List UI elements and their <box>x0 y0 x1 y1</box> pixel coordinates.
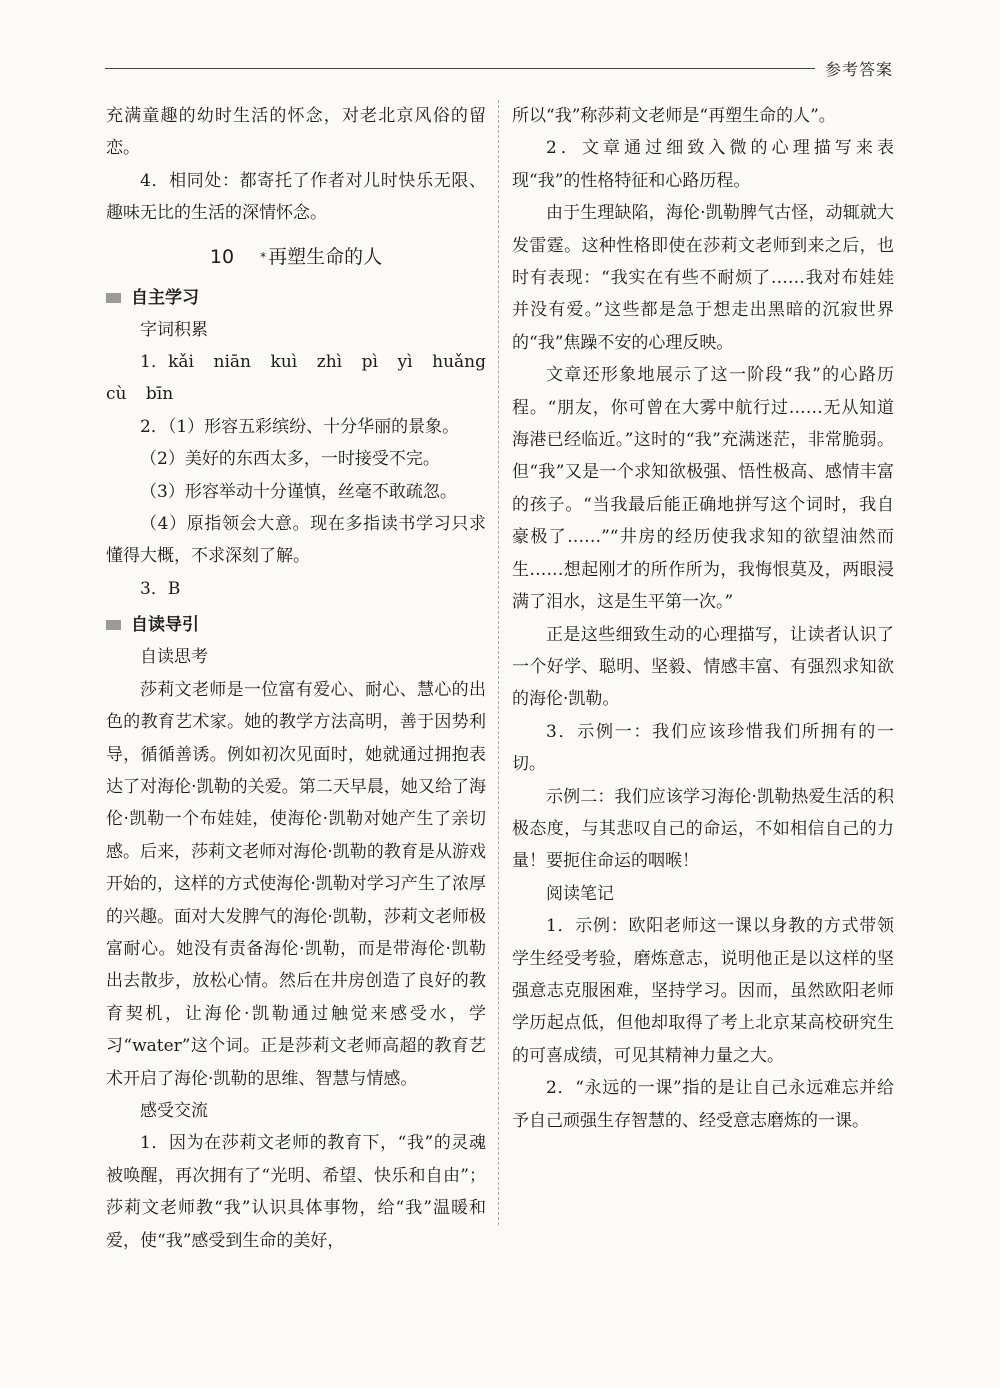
subheading-vocabulary: 字词积累 <box>140 319 208 340</box>
section-self-study <box>106 282 486 314</box>
right-answer-3-example-2: 示例二：我们应该学习海伦·凯勒热爱生活的积极态度，与其悲叹自己的命运，不如相信自己的力量！要扼住命运的咽喉！ <box>512 786 894 872</box>
left-paragraph-1: 充满童趣的幼时生活的怀念，对老北京风俗的留恋。 <box>106 106 486 159</box>
section-marker-icon <box>106 620 121 630</box>
right-paragraph-1: 所以“我”称莎莉文老师是“再塑生命的人”。 <box>512 106 836 126</box>
section-reading-guide <box>106 609 486 641</box>
right-column <box>512 100 894 1137</box>
subheading-reading-notes: 阅读笔记 <box>546 883 614 904</box>
header-rule <box>105 68 815 69</box>
subheading-feelings: 感受交流 <box>140 1100 208 1121</box>
section-reading-guide-label: 自读导引 <box>131 615 199 636</box>
answer-2-4: （4）原指领会大意。现在多指读书学习只求懂得大概，不求深刻了解。 <box>106 514 486 567</box>
answer-2-1: 2．（1）形容五彩缤纷、十分华丽的景象。 <box>140 416 460 437</box>
reading-notes-answer-2: 2．“永远的一课”指的是让自己永远难忘并给予自己顽强生存智慧的、经受意志磨炼的一课。 <box>512 1078 894 1131</box>
right-paragraph-5: 正是这些细致生动的心理描写，让读者认识了一个好学、聪明、坚毅、情感丰富、有强烈求知欲的海伦·凯勒。 <box>512 624 894 710</box>
self-reading-paragraph: 莎莉文老师是一位富有爱心、耐心、慧心的出色的教育艺术家。她的教学方法高明，善于因势利导，循循善诱。例如初次见面时，她就通过拥抱表达了对海伦·凯勒的关爱。第二天早晨，她又给了海伦·凯勒一个布娃娃，使海伦·凯勒对她产生了亲切感。后来，莎莉文老师对海伦·凯勒的教育是从游戏开始的，这样的方式使海伦·凯勒对学习产生了浓厚的兴趣。面对大发脾气的海伦·凯勒，莎莉文老师极富耐心。她没有责备海伦·凯勒，而是带海伦·凯勒出去散步，放松心情。然后在井房创造了良好的教育契机，让海伦·凯勒通过触觉来感受水，学习“water”这个词。正是莎莉文老师高超的教育艺术开启了海伦·凯勒的思维、智慧与情感。 <box>106 679 486 1089</box>
lesson-title <box>106 240 486 274</box>
lesson-number: 10 <box>209 245 235 268</box>
right-answer-2: 2．文章通过细致入微的心理描写来表现“我”的性格特征和心路历程。 <box>512 138 894 191</box>
right-paragraph-3: 由于生理缺陷，海伦·凯勒脾气古怪，动辄就大发雷霆。这种性格即使在莎莉文老师到来之后，也时有表现：“我实在有些不耐烦了……我对布娃娃并没有爱。”这些都是急于想走出黑暗的沉寂世界的“我”焦躁不安的心理反映。 <box>512 203 894 353</box>
answer-3: 3．B <box>140 578 181 599</box>
section-self-study-label: 自主学习 <box>131 287 199 308</box>
left-column <box>106 100 486 1257</box>
answer-2-2: （2）美好的东西太多，一时接受不完。 <box>140 449 440 470</box>
section-marker-icon <box>106 293 121 303</box>
header-label: 参考答案 <box>825 60 894 79</box>
right-answer-3-example-1: 3．示例一：我们应该珍惜我们所拥有的一切。 <box>512 721 894 775</box>
column-divider <box>498 100 499 1225</box>
left-answer-4: 4．相同处：都寄托了作者对儿时快乐无限、趣味无比的生活的深情怀念。 <box>106 170 486 224</box>
lesson-star-mark: * <box>260 249 267 264</box>
feelings-answer-1: 1．因为在莎莉文老师的教育下，“我”的灵魂被唤醒，再次拥有了“光明、希望、快乐和自由”；莎莉文老师教“我”认识具体事物，给“我”温暖和爱，使“我”感受到生命的美好， <box>106 1133 486 1251</box>
subheading-self-reading: 自读思考 <box>140 647 208 668</box>
reading-notes-answer-1: 1．示例：欧阳老师这一课以身教的方式带领学生经受考验，磨炼意志，说明他正是以这样的坚强意志克服困难，坚持学习。因而，虽然欧阳老师学历起点低，但他却取得了考上北京某高校研究生的可喜成绩，可见其精神力量之大。 <box>512 916 894 1066</box>
pinyin-answer: 1．kǎi niān kuì zhì pì yì huǎng cù bīn <box>106 352 486 405</box>
answer-2-3: （3）形容举动十分谨慎，丝毫不敢疏忽。 <box>140 481 457 502</box>
right-paragraph-4: 文章还形象地展示了这一阶段“我”的心路历程。“朋友，你可曾在大雾中航行过……无从知道海港已经临近。”这时的“我”充满迷茫，非常脆弱。但“我”又是一个求知欲极强、悟性极高、感情丰富的孩子。“当我最后能正确地拼写这个词时，我自豪极了……”“井房的经历使我求知的欲望油然而生……想起刚才的所作所为，我悔恨莫及，两眼浸满了泪水，这是生平第一次。” <box>512 365 894 613</box>
lesson-title-text: 再塑生命的人 <box>268 245 383 268</box>
